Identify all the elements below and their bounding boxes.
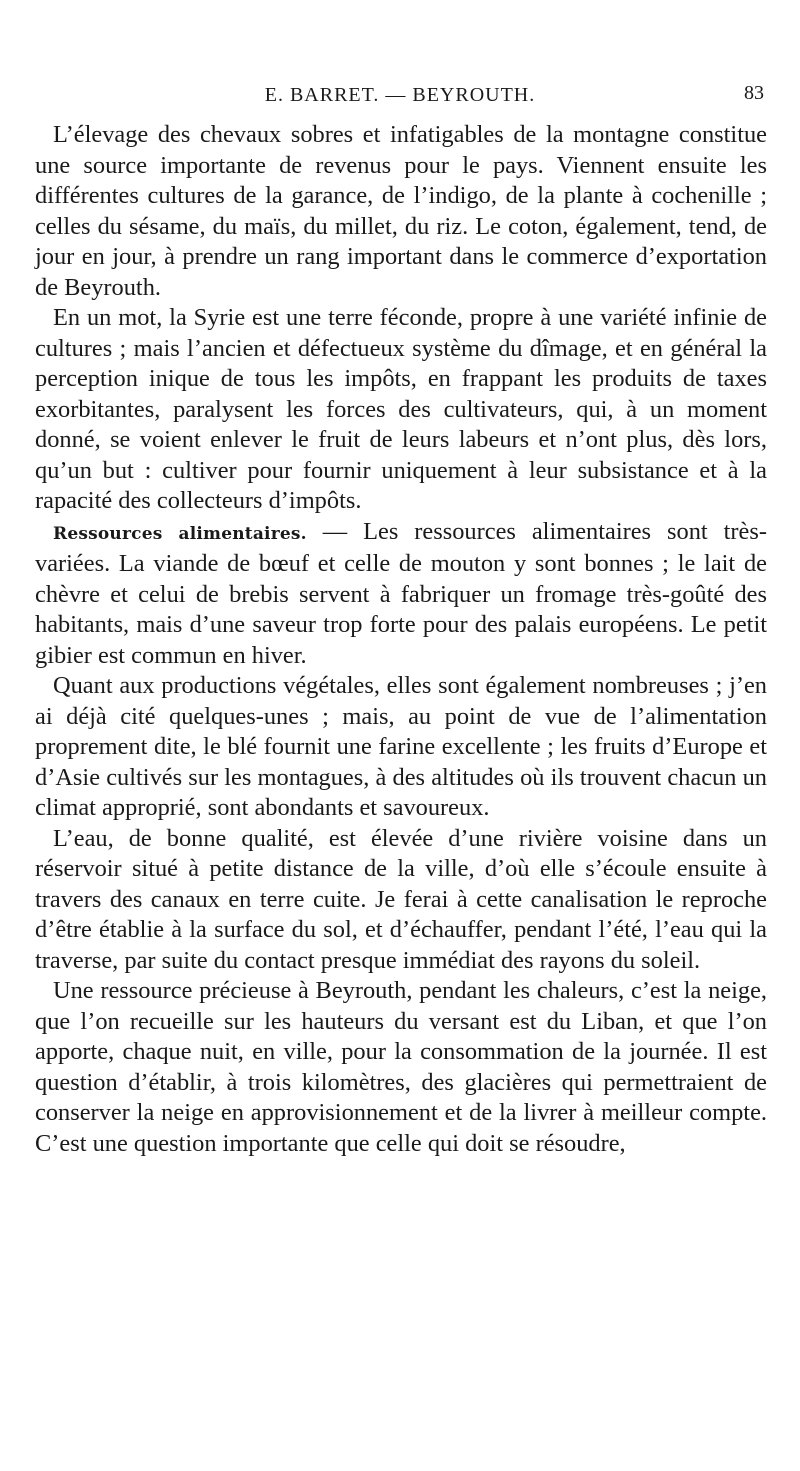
- paragraph: En un mot, la Syrie est une terre féconde, propre à une variété infinie de cultures ; mais l’ancien et défectueux système du dîmage, et en général la perception inique de tous les impôts, en frappant les produits de taxes exorbitantes, paralysent les forces des cultivateurs, qui, à un moment donné, se voient enlever le fruit de leurs labeurs et n’ont plus, dès lors, qu’un but : cultiver pour fournir uniquement à leur subsistance et à la rapacité des collecteurs d’impôts.: [35, 304, 767, 514]
- paragraph: L’eau, de bonne qualité, est élevée d’une rivière voisine dans un réservoir situé à petite distance de la ville, d’où elle s’écoule ensuite à travers des canaux en terre cuite. Je ferai à cette canalisation le reproche d’être établie à la surface du sol, et d’échauffer, pendant l’été, l’eau qui la traverse, par suite du contact presque immédiat des rayons du soleil.: [35, 824, 767, 974]
- paragraph: L’élevage des chevaux sobres et infatigables de la montagne constitue une source importante de revenus pour le pays. Viennent ensuite les différentes cultures de la garance, de l’indigo, de la plante à cochenille ; celles du sésame, du maïs, du millet, du riz. Le coton, également, tend, de jour en jour, à prendre un rang important dans le commerce d’exportation de Beyrouth.: [35, 121, 767, 301]
- paragraph-text: — Les ressources alimentaires sont très-variées. La viande de bœuf et celle de mouton y sont bonnes ; le lait de chèvre et celui de brebis servent à fabriquer un fromage très-goûté des habitants, mais d’une saveur trop forte pour des palais européens. Le petit gibier est commun en hiver.: [35, 517, 767, 669]
- body-text: [35, 120, 767, 1159]
- running-head: E. BARRET. — BEYROUTH.: [264, 84, 536, 106]
- paragraph: Quant aux productions végétales, elles sont également nombreuses ; j’en ai déjà cité quelques-unes ; mais, au point de vue de l’alimentation proprement dite, le blé fournit une farine excellente ; les fruits d’Europe et d’Asie cultivés sur les montagues, à des altitudes où ils trouvent chacun un climat approprié, sont abondants et savoureux.: [35, 672, 767, 821]
- paragraph: Une ressource précieuse à Beyrouth, pendant les chaleurs, c’est la neige, que l’on recueille sur les hauteurs du versant est du Liban, et que l’on apporte, chaque nuit, en ville, pour la consommation de la journée. Il est question d’établir, à trois kilomètres, des glacières qui permettraient de conserver la neige en approvisionnement et de la livrer à meilleur compte. C’est une question importante que celle qui doit se résoudre,: [35, 977, 767, 1157]
- paragraph: [35, 517, 767, 672]
- page-header: [30, 78, 770, 112]
- section-heading: Ressources alimentaires.: [53, 523, 307, 544]
- page-number: 83: [744, 82, 764, 104]
